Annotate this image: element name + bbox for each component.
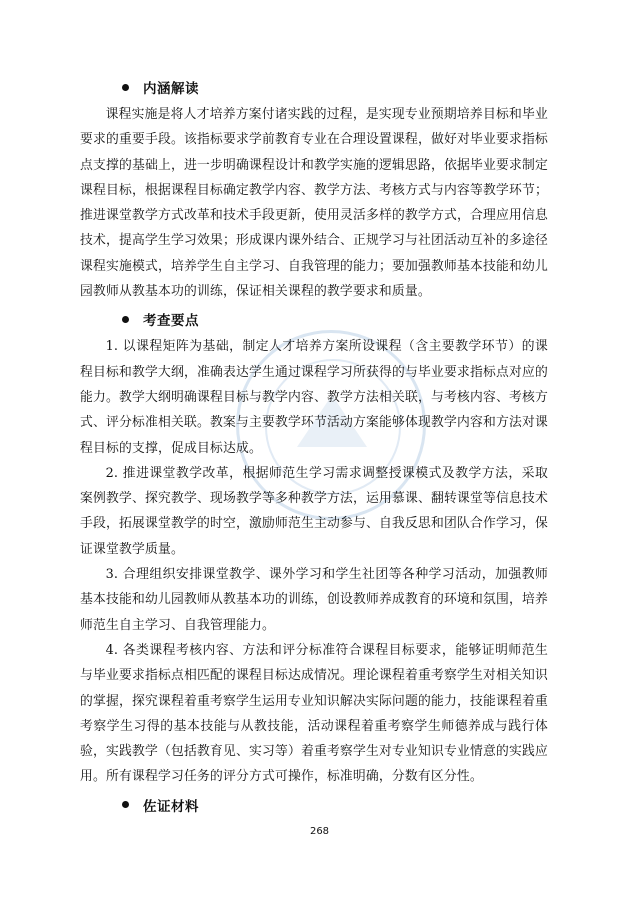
section-heading-evidence bbox=[122, 790, 548, 820]
section-heading-connotation bbox=[122, 72, 548, 102]
section-heading-key-points bbox=[122, 304, 548, 334]
bullet-icon bbox=[122, 801, 129, 808]
key-point-4: 4. 各类课程考核内容、方法和评分标准符合课程目标要求，能够证明师范生与毕业要求指标点相匹配的课程目标达成情况。理论课程着重考察学生对相关知识的掌握，探究课程着重考察学生运用专业知识解决实际问题的能力，技能课程着重考察学生习得的基本技能与从教技能，活动课程着重考察学生师德养成与践行体验，实践教学（包括教育见、实习等）着重考察学生对专业知识专业情意的实践应用。所有课程学习任务的评分方式可操作，标准明确，分数有区分性。 bbox=[80, 642, 548, 785]
section-heading-label: 内涵解读 bbox=[143, 81, 199, 97]
page-number: 268 bbox=[309, 826, 330, 837]
key-point-1: 1. 以课程矩阵为基础，制定人才培养方案所设课程（含主要教学环节）的课程目标和教学大纲，准确表达学生通过课程学习所获得的与毕业要求指标点对应的能力。教学大纲明确课程目标与教学内容、教学方法相关联，与考核内容、考核方式、评分标准相关联。教案与主要教学环节活动方案能够体现教学内容和方法对课程目标的支撑，促成目标达成。 bbox=[80, 339, 548, 456]
paragraph-connotation: 课程实施是将人才培养方案付诸实践的过程，是实现专业预期培养目标和毕业要求的重要手段。该指标要求学前教育专业在合理设置课程，做好对毕业要求指标点支撑的基础上，进一步明确课程设计和教学实施的逻辑思路，依据毕业要求制定课程目标，根据课程目标确定教学内容、教学方法、考核方式与内容等教学环节；推进课堂教学方式改革和技术手段更新，使用灵活多样的教学方式，合理应用信息技术，提高学生学习效果；形成课内课外结合、正规学习与社团活动互补的多途径课程实施模式，培养学生自主学习、自我管理的能力；要加强教师基本技能和幼儿园教师从教基本功的训练，保证相关课程的教学要求和质量。 bbox=[80, 107, 548, 300]
content-body bbox=[80, 72, 548, 820]
bullet-icon bbox=[122, 84, 129, 91]
section-heading-label: 佐证材料 bbox=[143, 798, 199, 815]
section-heading-label: 考查要点 bbox=[143, 313, 199, 330]
key-point-3: 3. 合理组织安排课堂教学、课外学习和学生社团等各种学习活动，加强教师基本技能和幼儿园教师从教基本功的训练，创设教师养成教育的环境和氛围，培养师范生自主学习、自我管理能力。 bbox=[80, 567, 548, 633]
key-point-2: 2. 推进课堂教学改革，根据师范生学习需求调整授课模式及教学方法，采取案例教学、探究教学、现场教学等多种教学方法，运用慕课、翻转课堂等信息技术手段，拓展课堂教学的时空，激励师范生主动参与、自我反思和团队合作学习，保证课堂教学质量。 bbox=[80, 465, 548, 557]
bullet-icon bbox=[122, 316, 129, 323]
